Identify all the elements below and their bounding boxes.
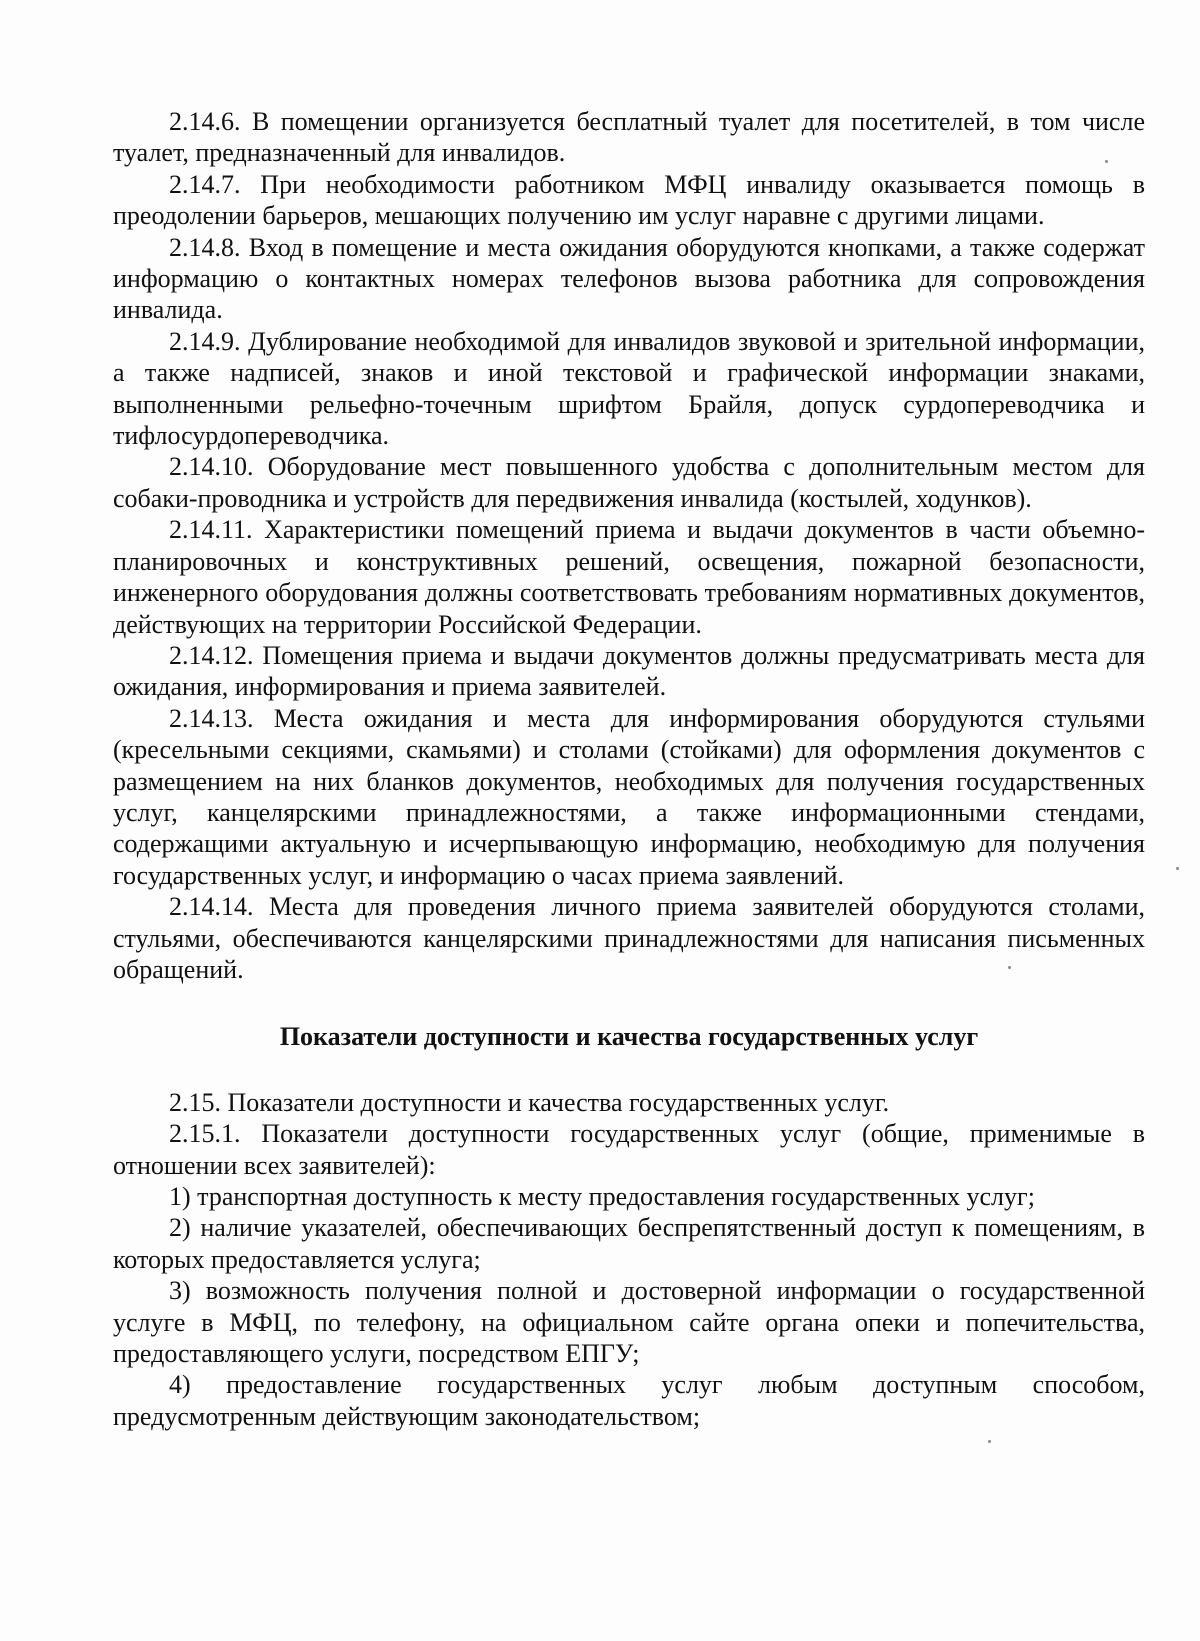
document-body [113,106,1145,1432]
paragraph-2-14-9: 2.14.9. Дублирование необходимой для инвалидов звуковой и зрительной информации, а также надписей, знаков и иной текстовой и графической информации знаками, выполненными рельефно-точечным шрифтом Брайля, допуск сурдопереводчика и тифлосурдопереводчика. [113,326,1145,451]
paragraph-2-15-1: 2.15.1. Показатели доступности государственных услуг (общие, применимые в отношении всех заявителей): [113,1119,1145,1180]
list-item-1: 1) транспортная доступность к месту предоставления государственных услуг; [169,1182,1035,1211]
paragraph-2-14-13: 2.14.13. Места ожидания и места для информирования оборудуются стульями (кресельными секциями, скамьями) и столами (стойками) для оформления документов с размещением на них бланков документов, необходимых для получения государственных услуг, канцелярскими принадлежностями, а также информационными стендами, содержащими актуальную и исчерпывающую информацию, необходимую для получения государственных услуг, и информацию о часах приема заявлений. [113,703,1145,890]
paragraph-2-14-14: 2.14.14. Места для проведения личного приема заявителей оборудуются столами, стульями, обеспечиваются канцелярскими принадлежностями для написания письменных обращений. [113,892,1145,984]
paragraph-2-14-10: 2.14.10. Оборудование мест повышенного удобства с дополнительным местом для собаки-проводника и устройств для передвижения инвалида (костылей, ходунков). [113,452,1145,513]
scan-speck [1105,160,1108,163]
list-item-3: 3) возможность получения полной и достоверной информации о государственной услуге в МФЦ, по телефону, на официальном сайте органа опеки и попечительства, предоставляющего услуги, посредством ЕПГУ; [113,1276,1145,1369]
scan-speck [1008,966,1011,969]
scan-speck [988,1440,991,1443]
paragraph-2-15: 2.15. Показатели доступности и качества государственных услуг. [169,1087,890,1117]
paragraph-2-14-6: 2.14.6. В помещении организуется бесплатный туалет для посетителей, в том числе туалет, предназначенный для инвалидов. [113,107,1145,168]
paragraph-2-14-11: 2.14.11. Характеристики помещений приема и выдачи документов в части объемно-планировочных и конструктивных решений, освещения, пожарной безопасности, инженерного оборудования должны соответствовать требованиям нормативных документов, действующих на территории Российской Федерации. [113,515,1145,639]
paragraph-2-14-7: 2.14.7. При необходимости работником МФЦ инвалиду оказывается помощь в преодолении барьеров, мешающих получению им услуг наравне с другими лицами. [113,169,1145,231]
scan-speck [1176,867,1179,870]
list-item-4: 4) предоставление государственных услуг любым доступным способом, предусмотренным действующим законодательством; [113,1370,1145,1431]
list-item-2: 2) наличие указателей, обеспечивающих беспрепятственный доступ к помещениям, в которых предоставляется услуга; [113,1213,1145,1274]
paragraph-2-14-12: 2.14.12. Помещения приема и выдачи документов должны предусматривать места для ожидания, информирования и приема заявителей. [113,640,1145,702]
paragraph-2-14-8: 2.14.8. Вход в помещение и места ожидания оборудуются кнопками, а также содержат информацию о контактных номерах телефонов вызова работника для сопровождения инвалида. [113,232,1145,325]
section-heading: Показатели доступности и качества государственных услуг [279,1022,979,1052]
